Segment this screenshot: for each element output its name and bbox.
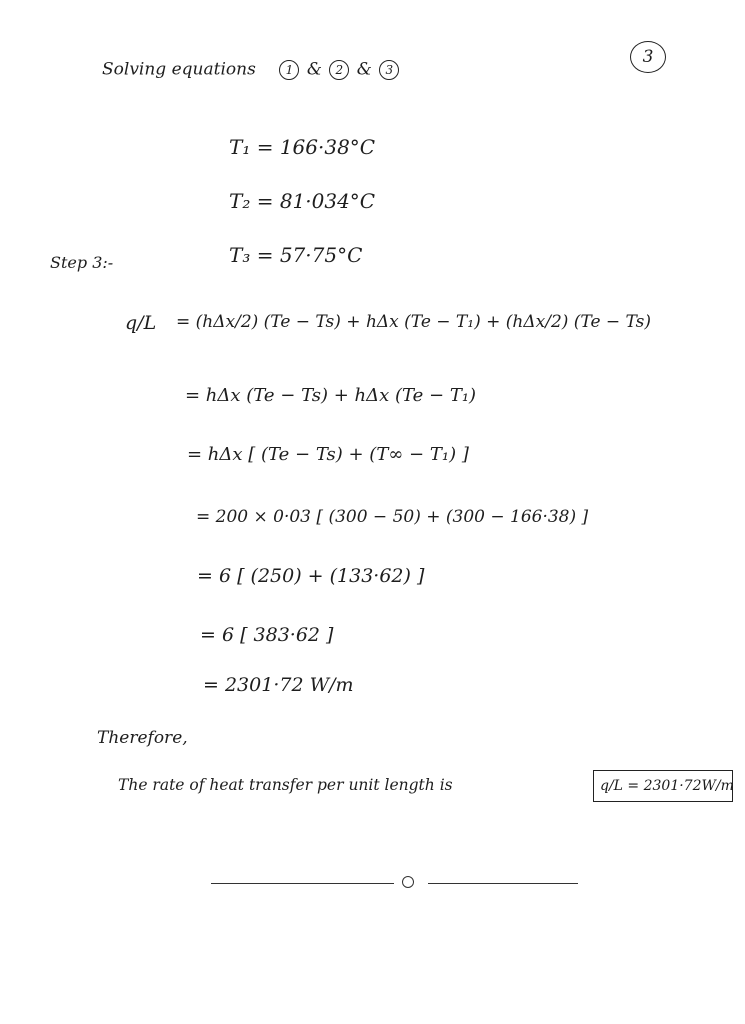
- header-line: [102, 60, 401, 80]
- page-number-text: 3: [642, 47, 654, 67]
- header-ampersand-2: &: [356, 59, 372, 80]
- page-number: [630, 41, 666, 73]
- equation-line-7: = 2301·72 W/m: [203, 674, 354, 696]
- equation-2-ref: 2: [329, 60, 349, 80]
- equation-3-ref: 3: [379, 60, 399, 80]
- end-circle-mark: [402, 876, 414, 888]
- equation-line-4: = 200 × 0·03 [ (300 − 50) + (300 − 166·38) ]: [196, 507, 589, 527]
- header-text: Solving equations: [102, 59, 256, 80]
- result-t3: T₃ = 57·75°C: [229, 243, 363, 267]
- result-t2: T₂ = 81·034°C: [229, 189, 376, 213]
- equation-line-5: = 6 [ (250) + (133·62) ]: [197, 565, 425, 587]
- lhs-q-over-l: q/L: [125, 312, 157, 334]
- therefore-text: Therefore,: [97, 728, 188, 748]
- equation-line-2: = hΔx (Te − Ts) + hΔx (Te − T₁): [185, 385, 477, 406]
- step-label: Step 3:-: [50, 253, 114, 272]
- equation-1-ref: 1: [279, 60, 299, 80]
- conclusion-text: The rate of heat transfer per unit length is: [118, 776, 453, 794]
- equation-line-3: = hΔx [ (Te − Ts) + (T∞ − T₁) ]: [187, 444, 469, 465]
- boxed-answer: [593, 770, 733, 802]
- end-rule-right: [428, 883, 578, 884]
- equation-line-1: = (hΔx/2) (Te − Ts) + hΔx (Te − T₁) + (hΔx/2) (Te − Ts): [176, 312, 652, 332]
- equation-line-6: = 6 [ 383·62 ]: [200, 624, 334, 646]
- result-t1: T₁ = 166·38°C: [229, 135, 376, 159]
- boxed-answer-text: q/L = 2301·72W/m: [600, 778, 734, 794]
- end-rule-left: [211, 883, 394, 884]
- header-ampersand-1: &: [306, 59, 322, 80]
